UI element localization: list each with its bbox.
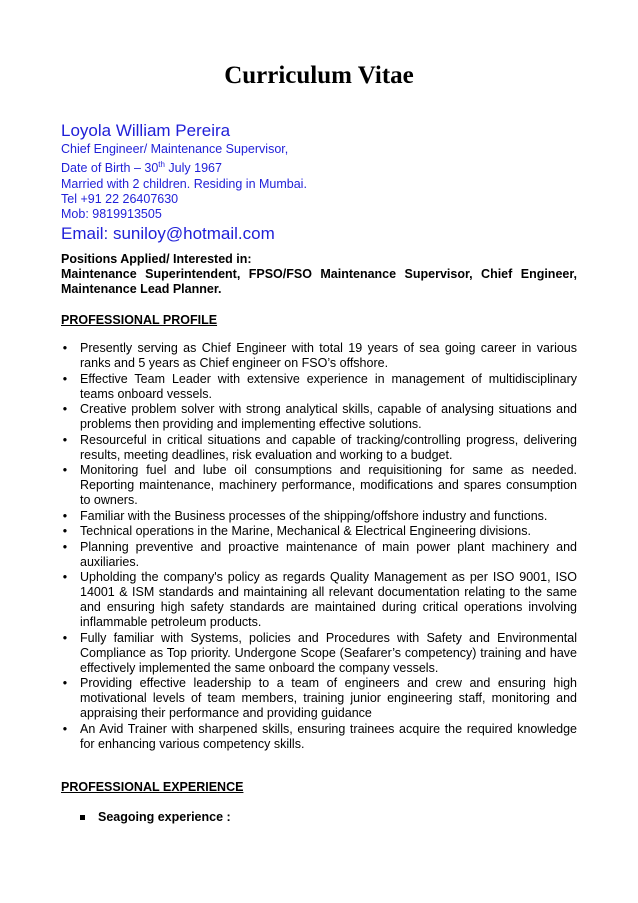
dob-prefix: Date of Birth – 30 [61, 161, 159, 176]
email-link[interactable]: Email: suniloy@hotmail.com [61, 224, 275, 244]
seagoing-label: Seagoing experience : [98, 809, 231, 824]
profile-item [61, 570, 577, 630]
bullet-icon: • [62, 721, 68, 736]
experience-heading: PROFESSIONAL EXPERIENCE [61, 779, 244, 794]
contact-block [61, 120, 581, 246]
bullet-icon: • [62, 508, 68, 523]
candidate-name: Loyola William Pereira [61, 121, 231, 140]
telephone: Tel +91 22 26407630 [61, 191, 179, 206]
profile-item [61, 676, 577, 721]
profile-item-text: An Avid Trainer with sharpened skills, ensuring trainees acquire the required knowledge for enhancing various competency skills. [80, 721, 577, 751]
profile-item [61, 509, 577, 524]
profile-item-text: Upholding the company's policy as regards Quality Management as per ISO 9001, ISO 14001 & ISM standards and maintaining all relevant documentation relating to the same and ensuring high safety standards are maintained during critical operations involving inflammable petroleum products. [80, 570, 577, 629]
seagoing-subheading [61, 810, 577, 825]
positions-text: Maintenance Superintendent, FPSO/FSO Maintenance Supervisor, Chief Engineer, Maintenance Lead Planner. [61, 267, 577, 296]
dob-ordinal: th [158, 160, 165, 170]
profile-item-text: Creative problem solver with strong analytical skills, capable of analysing situations and problems then providing and implementing effective solutions. [80, 402, 577, 431]
positions-heading: Positions Applied/ Interested in: [61, 252, 252, 266]
mobile: Mob: 9819913505 [61, 206, 162, 221]
profile-item-text: Monitoring fuel and lube oil consumptions and requisitioning for same as needed. Reporting maintenance, machinery performance, modifications and spares consumption to owners. [80, 463, 577, 507]
bullet-icon: • [62, 630, 68, 645]
bullet-icon: • [62, 432, 68, 447]
bullet-icon: • [62, 371, 68, 386]
profile-item-text: Presently serving as Chief Engineer with total 19 years of sea going career in various ranks and 5 years as Chief engineer on FSO’s offshore. [80, 341, 577, 370]
profile-item-text: Planning preventive and proactive maintenance of main power plant machinery and auxiliaries. [80, 539, 577, 569]
profile-item [61, 540, 577, 570]
profile-item-text: Fully familiar with Systems, policies and Procedures with Safety and Environmental Compliance as Top priority. Undergone Scope (Seafarer’s competency) training and have effectively implemented the same onboard the company vessels. [80, 630, 577, 675]
date-of-birth [61, 157, 581, 176]
bullet-icon: • [62, 570, 68, 584]
profile-item [61, 402, 577, 432]
profile-item-text: Resourceful in critical situations and capable of tracking/controlling progress, delivering results, meeting deadlines, risk evaluation and working to a budget. [80, 432, 577, 462]
profile-item [61, 631, 577, 676]
profile-item [61, 722, 577, 752]
profile-list [61, 341, 577, 752]
family-status: Married with 2 children. Residing in Mumbai. [61, 176, 307, 191]
profile-item [61, 433, 577, 463]
bullet-icon: • [62, 676, 68, 690]
candidate-role: Chief Engineer/ Maintenance Supervisor, [61, 142, 289, 156]
document-title: Curriculum Vitae [224, 62, 414, 89]
profile-item-text: Technical operations in the Marine, Mechanical & Electrical Engineering divisions. [80, 524, 531, 538]
bullet-icon: • [62, 341, 68, 355]
dob-suffix: July 1967 [164, 161, 222, 176]
profile-item-text: Familiar with the Business processes of the shipping/offshore industry and functions. [80, 508, 548, 523]
profile-item [61, 463, 577, 508]
bullet-icon: • [62, 524, 68, 538]
profile-item [61, 341, 577, 371]
cv-body [61, 252, 577, 825]
profile-item-text: Providing effective leadership to a team of engineers and crew and ensuring high motivational levels of team members, training junior engineering staff, monitoring and appraising their performance and providing guidance [80, 676, 577, 720]
bullet-icon: • [62, 463, 68, 477]
profile-item [61, 524, 577, 539]
profile-item-text: Effective Team Leader with extensive experience in management of multidisciplinary teams onboard vessels. [80, 371, 577, 401]
bullet-icon: • [62, 402, 68, 416]
bullet-icon: • [62, 539, 68, 554]
square-bullet-icon [80, 815, 85, 820]
profile-heading: PROFESSIONAL PROFILE [61, 313, 218, 327]
profile-item [61, 372, 577, 402]
